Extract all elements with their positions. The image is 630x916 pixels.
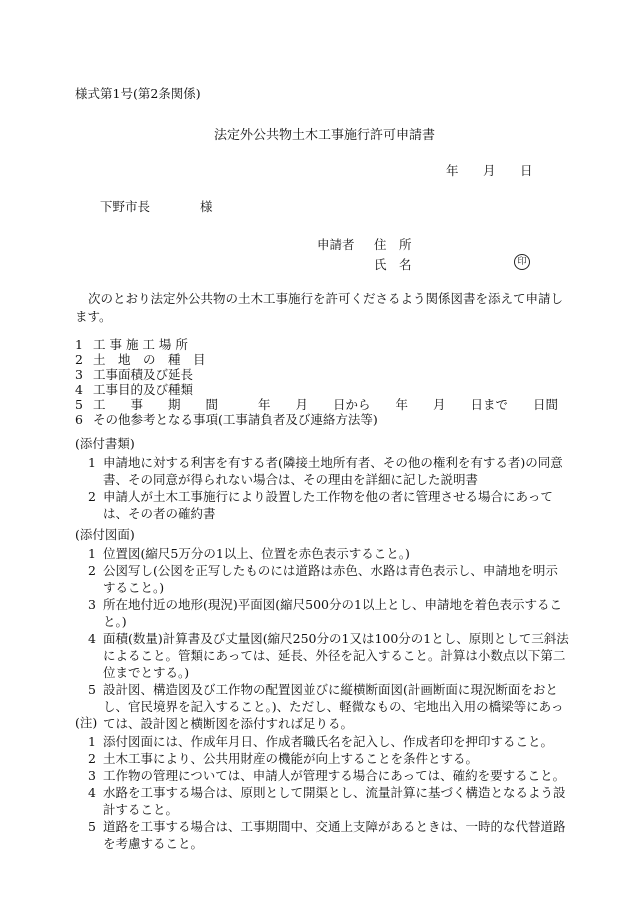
list-item: 4 面積(数量)計算書及び丈量図(縮尺250分の1又は100分の1とし、原則として三斜法によること。管類にあっては、延長、外径を記入すること。計算は小数点以下第二位までとする。) — [88, 631, 569, 680]
addressee-name: 下野市長 — [100, 199, 151, 214]
attached-drawings-section — [75, 526, 570, 732]
section-heading: (添付書類) — [75, 436, 135, 451]
seal-mark: 印 — [514, 254, 530, 270]
list-item: 3 工事面積及び延長 — [75, 367, 194, 382]
name-label: 氏 名 — [374, 257, 412, 272]
form-number: 様式第1号(第2条関係) — [75, 86, 201, 101]
list-item: 2 申請人が土木工事施行により設置した工作物を他の者に管理させる場合にあっては、その者の確約書 — [88, 489, 553, 521]
list-item: 1 位置図(縮尺5万分の1以上、位置を赤色表示すること。) — [88, 546, 410, 561]
date-month-label: 月 — [483, 163, 496, 178]
list-item: 4 工事目的及び種類 — [75, 382, 194, 397]
addressee-honorific: 様 — [200, 199, 213, 214]
section-heading: (添付図面) — [75, 527, 135, 542]
list-item: 3 工作物の管理については、申請人が管理する場合にあっては、確約を要すること。 — [88, 768, 566, 783]
list-item: 1 添付図面には、作成年月日、作成者職氏名を記入し、作成者印を押印すること。 — [88, 734, 554, 749]
list-item: 1 申請地に対する利害を有する者(隣接土地所有者、その他の権利を有する者)の同意書、その同意が得られない場合は、その理由を詳細に記した説明書 — [88, 455, 563, 487]
list-item: 3 所在地付近の地形(現況)平面図(縮尺500分の1以上とし、申請地を着色表示すること。) — [88, 597, 562, 629]
date-year-label: 年 — [446, 163, 459, 178]
list-item: 2 土 地 の 種 目 — [75, 352, 206, 367]
notes-section — [75, 714, 570, 852]
applicant-name-row — [317, 255, 412, 275]
address-label: 住 所 — [374, 237, 412, 252]
list-item: 6 その他参考となる事項(工事請負者及び連絡方法等) — [75, 412, 378, 427]
list-item: 4 水路を工事する場合は、原則として開渠とし、流量計算に基づく構造となるよう設計すること。 — [88, 785, 566, 817]
list-item: 5 設計図、構造図及び工作物の配置図並びに縦横断面図(計画断面に現況断面をおとし、官民境界を記入すること。)、ただし、軽微なもの、宅地出入用の橋梁等にあっては、設計図と横断図を添付すれば足りる。 — [88, 682, 564, 731]
period-fields: 年 月 日から 年 月 日まで 日間 — [258, 397, 559, 412]
applicant-label: 申請者 — [317, 237, 355, 252]
list-item-period: 5 工 事 期 間 年 月 日から 年 月 日まで 日間 — [75, 397, 559, 412]
intro-paragraph: 次のとおり法定外公共物の土木工事施行を許可くださるよう関係図書を添えて申請します。 — [75, 291, 564, 324]
list-item: 2 土木工事により、公共用財産の機能が向上することを条件とする。 — [88, 751, 479, 766]
section-heading: (注) — [75, 715, 98, 730]
date-line — [446, 161, 533, 179]
attached-documents-section — [75, 435, 570, 522]
list-item: 1 工 事 施 工 場 所 — [75, 337, 188, 352]
application-items — [75, 337, 558, 427]
list-item: 2 公図写し(公図を正写したものには道路は赤色、水路は青色表示し、申請地を明示すること。) — [88, 563, 558, 595]
list-item: 5 道路を工事する場合は、工事期間中、交通上支障があるときは、一時的な代替道路を考慮すること。 — [88, 819, 566, 851]
page-title: 法定外公共物土木工事施行許可申請書 — [214, 128, 436, 143]
addressee — [100, 197, 213, 215]
applicant-address-row — [317, 235, 412, 255]
applicant-block — [317, 235, 412, 275]
date-day-label: 日 — [520, 163, 533, 178]
